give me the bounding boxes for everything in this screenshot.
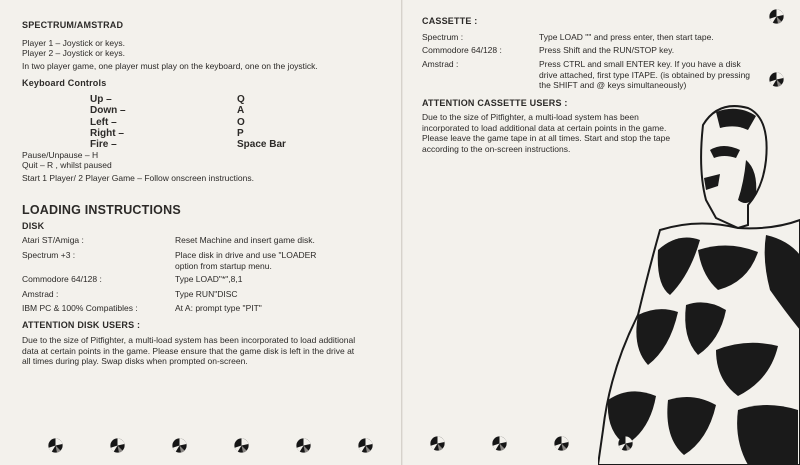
binding-hole-icon <box>618 436 633 451</box>
cassette-instruction-spectrum: Type LOAD "" and press enter, then start tape. <box>539 32 714 42</box>
control-action-up: Up – <box>90 94 112 105</box>
binding-hole-icon <box>430 436 445 451</box>
disk-instruction-spectrum: Place disk in drive and use "LOADER option from startup menu. <box>175 250 317 271</box>
cassette-system-c64: Commodore 64/128 : <box>422 45 502 55</box>
control-action-fire: Fire – <box>90 139 117 151</box>
control-key-fire: Space Bar <box>237 139 286 151</box>
binding-hole-icon <box>172 438 187 453</box>
binding-hole-icon <box>110 438 125 453</box>
control-action-left: Left – <box>90 116 117 128</box>
quit-line: Quit – R , whilst paused <box>22 160 112 170</box>
disk-system-atari: Atari ST/Amiga : <box>22 235 84 245</box>
cassette-system-spectrum: Spectrum : <box>422 32 464 42</box>
disk-system-ibm: IBM PC & 100% Compatibles : <box>22 303 138 313</box>
pause-line: Pause/Unpause – H <box>22 150 99 160</box>
spectrum-heading: SPECTRUM/AMSTRAD <box>22 20 124 30</box>
control-action-right: Right – <box>90 127 124 139</box>
attention-cassette-text: Due to the size of Pitfighter, a multi-load system has been incorporated to load additional data at certain points in the game. Please leave the game tape in at all times. Start and stop the tape according to the on-screen instructions. <box>422 112 671 154</box>
two-player-note: In two player game, one player must play on the keyboard, one on the joystick. <box>22 61 318 71</box>
disk-instruction-atari: Reset Machine and insert game disk. <box>175 235 315 245</box>
start-line: Start 1 Player/ 2 Player Game – Follow onscreen instructions. <box>22 173 254 183</box>
binding-hole-icon <box>358 438 373 453</box>
control-key-up: Q <box>237 94 245 105</box>
binding-hole-icon <box>296 438 311 453</box>
disk-system-amstrad: Amstrad : <box>22 289 59 299</box>
attention-cassette-heading: ATTENTION CASSETTE USERS : <box>422 98 568 108</box>
cassette-instruction-c64: Press Shift and the RUN/STOP key. <box>539 45 675 55</box>
binding-hole-icon <box>769 9 784 24</box>
attention-disk-heading: ATTENTION DISK USERS : <box>22 320 141 330</box>
cassette-heading: CASSETTE : <box>422 16 478 26</box>
attention-disk-text: Due to the size of Pitfighter, a multi-load system has been incorporated to load additional data at certain points in the game. Please ensure that the game disk is left in the drive at all times during play. Swap disks when prompted on-screen. <box>22 335 356 366</box>
disk-instruction-ibm: At A: prompt type "PIT" <box>175 303 262 313</box>
disk-instruction-amstrad: Type RUN"DISC <box>175 289 238 299</box>
control-key-down: A <box>237 105 245 117</box>
binding-hole-icon <box>234 438 249 453</box>
control-key-right: P <box>237 127 244 139</box>
binding-hole-icon <box>769 72 784 87</box>
binding-hole-icon <box>492 436 507 451</box>
binding-hole-icon <box>554 436 569 451</box>
player-2-line: Player 2 – Joystick or keys. <box>22 48 125 58</box>
disk-heading: DISK <box>22 221 45 231</box>
loading-heading: LOADING INSTRUCTIONS <box>22 203 181 217</box>
binding-hole-icon <box>48 438 63 453</box>
control-action-down: Down – <box>90 105 126 117</box>
disk-instruction-c64: Type LOAD"*",8,1 <box>175 274 243 284</box>
right-page <box>403 0 800 465</box>
cassette-instruction-amstrad: Press CTRL and small ENTER key. If you have a disk drive attached, first type ITAPE. (is obtained by pressing the SHIFT and @ keys simultaneously) <box>539 59 751 90</box>
control-key-left: O <box>237 116 245 128</box>
fighter-illustration <box>598 100 800 465</box>
keyboard-heading: Keyboard Controls <box>22 78 107 88</box>
player-1-line: Player 1 – Joystick or keys. <box>22 38 125 48</box>
cassette-system-amstrad: Amstrad : <box>422 59 459 69</box>
disk-system-c64: Commodore 64/128 : <box>22 274 102 284</box>
disk-system-spectrum: Spectrum +3 : <box>22 250 76 260</box>
